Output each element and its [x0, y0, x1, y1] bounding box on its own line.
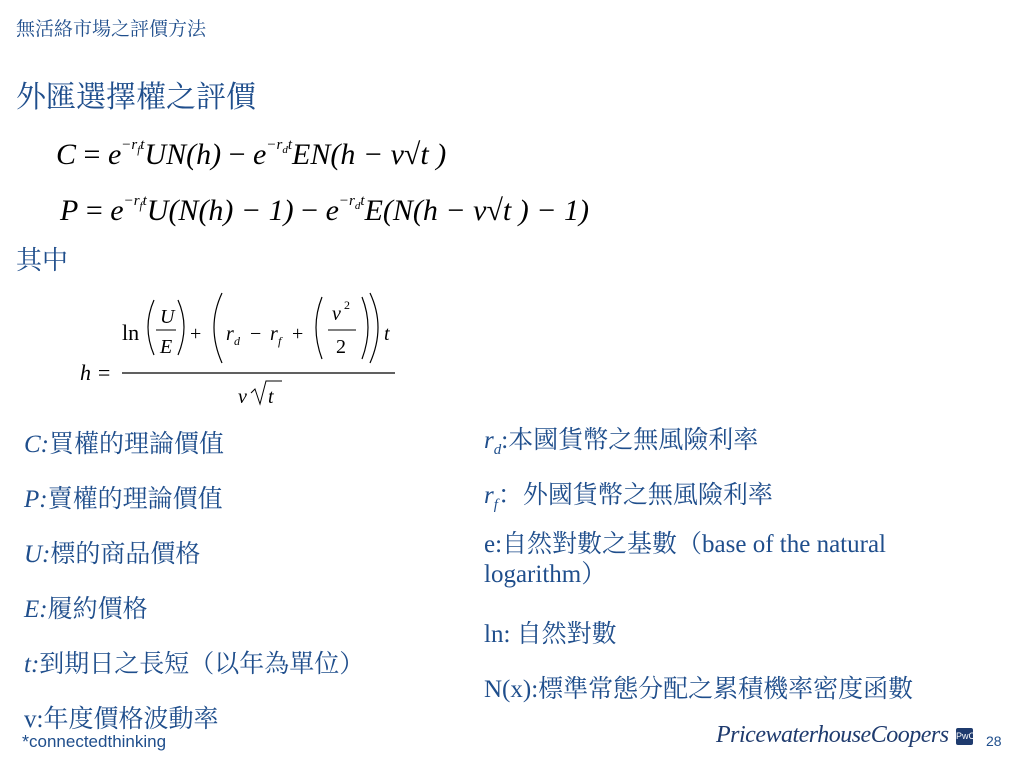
call-lhs: C: [56, 138, 77, 171]
page-number: 28: [986, 733, 1002, 749]
call-minus: −: [228, 138, 246, 171]
logo-badge-icon: PwC: [956, 728, 973, 745]
h-rd-sub: d: [234, 334, 240, 348]
h-E: E: [160, 336, 173, 358]
def-call-symbol: C:: [24, 431, 49, 458]
h-paren-left-2: [214, 293, 222, 363]
def-domestic-rate: [484, 420, 758, 459]
call-term1: UN(h): [144, 138, 222, 171]
put-minus: −: [301, 194, 319, 227]
h-two: 2: [336, 336, 346, 358]
h-rd: r: [226, 323, 234, 345]
def-call: [24, 424, 224, 460]
h-plus2: +: [292, 323, 304, 345]
def-ln: [484, 614, 617, 650]
footer-tagline-text: connectedthinking: [29, 732, 167, 751]
def-rf-text: 外國貨幣之無風險利率: [522, 482, 773, 509]
h-lhs: h =: [80, 360, 112, 385]
h-paren-right-3: [362, 297, 368, 359]
def-time-symbol: t:: [24, 651, 40, 678]
call-eq: =: [83, 138, 101, 171]
put-term2: E(N(h − v√t ) − 1): [364, 194, 589, 227]
def-underlying-symbol: U:: [24, 541, 51, 568]
put-e1: e: [110, 194, 124, 227]
call-e1: e: [107, 138, 122, 171]
def-underlying: [24, 534, 200, 570]
h-paren-left-1: [148, 300, 154, 355]
def-ln-symbol: ln:: [484, 621, 511, 648]
def-call-text: 買權的理論價值: [49, 431, 225, 458]
def-rd-sep: :: [501, 427, 509, 454]
put-exp1: −rft: [123, 193, 147, 212]
def-rd-sub: d: [493, 442, 502, 458]
h-rf-sub: f: [278, 334, 282, 348]
def-strike-symbol: E:: [24, 596, 48, 623]
call-exp2: −rdt: [266, 137, 293, 156]
def-foreign-rate: [484, 475, 773, 514]
h-paren-left-3: [316, 297, 322, 359]
h-v2-exp: 2: [344, 298, 350, 312]
h-den-t: t: [268, 386, 274, 408]
h-paren-right-1: [178, 300, 184, 355]
def-strike-text: 履約價格: [47, 596, 148, 623]
company-logo: PricewaterhouseCoopers: [716, 722, 949, 748]
def-time-text: 到期日之長短（以年為單位）: [39, 651, 365, 678]
def-strike: [24, 589, 148, 625]
section-header-title: 無活絡市場之評價方法: [16, 19, 207, 40]
h-t: t: [384, 323, 390, 345]
h-U: U: [160, 306, 175, 328]
def-rf-sub: f: [493, 497, 498, 513]
h-sqrt: [251, 381, 282, 404]
h-ln: ln: [122, 320, 140, 345]
def-rf-symbol: r: [484, 482, 494, 509]
def-put-symbol: P:: [24, 486, 48, 513]
put-lhs: P: [60, 194, 79, 227]
def-volatility-symbol: v:: [24, 706, 44, 733]
put-formula: [60, 194, 589, 228]
call-term2: EN(h − v√t ): [292, 138, 447, 171]
def-put: [24, 479, 223, 515]
h-plus1: +: [190, 323, 202, 345]
footer-tagline: [22, 732, 166, 753]
def-time: [24, 644, 364, 680]
def-rd-symbol: r: [484, 427, 494, 454]
slide-title: 外匯選擇權之評價: [16, 81, 256, 114]
put-eq: =: [85, 194, 103, 227]
put-exp2: −rdt: [338, 193, 365, 212]
footer-star: *: [22, 732, 30, 752]
def-volatility-text: 年度價格波動率: [43, 706, 219, 733]
where-label: 其中: [16, 246, 69, 275]
call-e2: e: [253, 138, 267, 171]
h-paren-right-2: [370, 293, 378, 363]
def-underlying-text: 標的商品價格: [50, 541, 201, 568]
def-put-text: 賣權的理論價值: [47, 486, 223, 513]
def-volatility: [24, 699, 218, 735]
def-e-text: 自然對數之基數（base of the natural logarithm）: [484, 531, 886, 588]
put-e2: e: [325, 194, 339, 227]
def-ln-text: 自然對數: [510, 621, 617, 648]
h-formula: [70, 285, 410, 410]
h-minus: −: [250, 323, 262, 345]
def-nx-text: 標準常態分配之累積機率密度函數: [538, 676, 914, 703]
def-nx-symbol: N(x):: [484, 676, 539, 703]
call-formula: [56, 138, 446, 172]
def-e-symbol: e:: [484, 531, 503, 558]
def-e-base: [484, 530, 954, 590]
h-rf: r: [270, 323, 278, 345]
def-rf-sep: ：: [497, 482, 523, 509]
call-exp1: −rft: [121, 137, 145, 156]
def-normal-cdf: [484, 669, 913, 705]
h-v2: v: [332, 303, 341, 325]
def-rd-text: 本國貨幣之無風險利率: [508, 427, 759, 454]
put-term1: U(N(h) − 1): [146, 194, 294, 227]
h-den-v: v: [238, 386, 247, 408]
